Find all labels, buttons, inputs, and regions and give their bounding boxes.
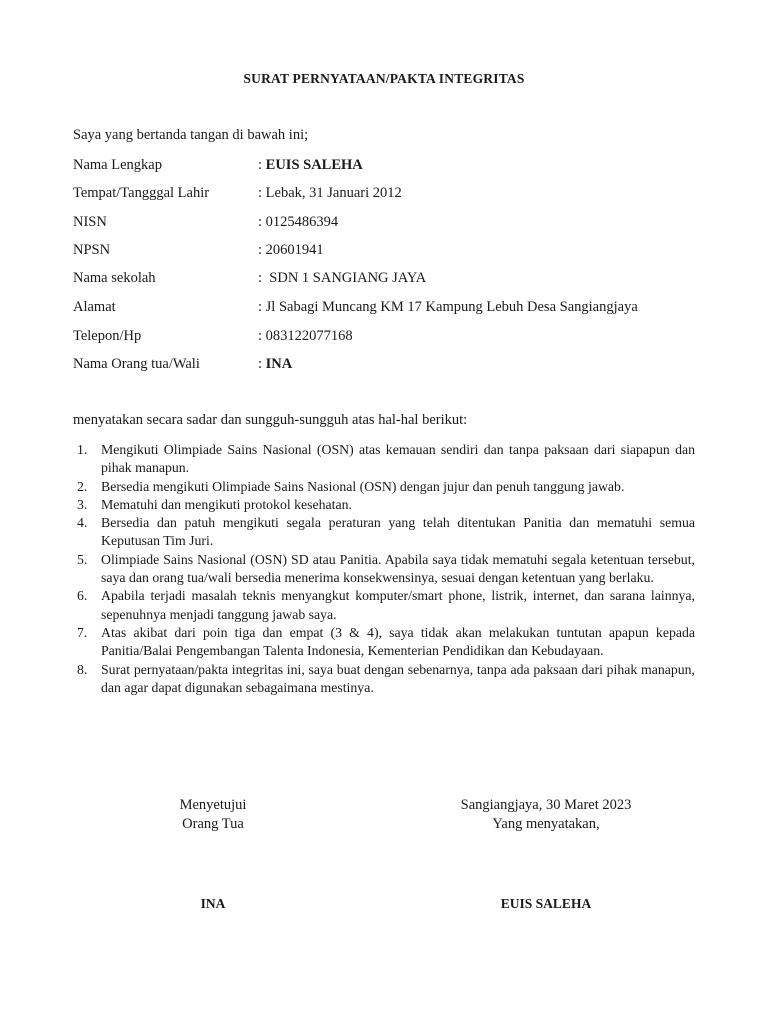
field-label: Alamat	[73, 299, 116, 315]
signature-left-line2: Orang Tua	[182, 816, 244, 832]
field-label: Nama Lengkap	[73, 157, 162, 173]
list-text: Bersedia mengikuti Olimpiade Sains Nasional (OSN) dengan jujur dan penuh tanggung jawab.	[101, 478, 625, 494]
list-text: Apabila terjadi masalah teknis menyangkut komputer/smart phone, listrik, internet, dan sarana lainnya, sepenuhnya menjadi tanggung jawab saya.	[101, 588, 695, 622]
list-number: 5.	[77, 551, 88, 567]
field-value: Lebak, 31 Januari 2012	[265, 185, 402, 201]
field-value: 0125486394	[265, 214, 339, 230]
list-item	[73, 624, 695, 661]
field-label: Nama sekolah	[73, 270, 156, 286]
field-value: SDN 1 SANGIANG JAYA	[265, 270, 427, 286]
field-separator: :	[258, 356, 266, 372]
field-value: Jl Sabagi Muncang KM 17 Kampung Lebuh Desa Sangiangjaya	[265, 299, 638, 315]
field-value: 20601941	[265, 242, 324, 258]
signature-right-date: Sangiangjaya, 30 Maret 2023	[460, 797, 632, 813]
field-separator: :	[258, 270, 266, 286]
intro-text: Saya yang bertanda tangan di bawah ini;	[73, 127, 309, 143]
field-separator: :	[258, 328, 266, 344]
field-separator: :	[258, 185, 266, 201]
signature-left-header	[133, 796, 293, 834]
field-value: EUIS SALEHA	[265, 157, 363, 173]
signature-left-name: INA	[200, 896, 226, 911]
field-label: NISN	[73, 214, 107, 230]
field-separator: :	[258, 214, 266, 230]
list-text: Bersedia dan patuh mengikuti segala peraturan yang telah ditentukan Panitia dan mematuhi semua Keputusan Tim Juri.	[101, 515, 695, 549]
list-item	[73, 551, 695, 588]
list-number: 8.	[77, 661, 88, 677]
list-text: Mengikuti Olimpiade Sains Nasional (OSN) atas kemauan sendiri dan tanpa paksaan dari siapapun dan pihak manapun.	[101, 442, 695, 476]
field-separator: :	[258, 299, 266, 315]
field-separator: :	[258, 157, 266, 173]
list-item	[73, 661, 695, 698]
statement-text: menyatakan secara sadar dan sungguh-sungguh atas hal-hal berikut:	[73, 412, 468, 428]
field-label: Telepon/Hp	[73, 328, 142, 344]
list-item	[73, 514, 695, 551]
list-text: Atas akibat dari poin tiga dan empat (3 & 4), saya tidak akan melakukan tuntutan apapun kepada Panitia/Balai Pengembangan Talenta Indonesia, Kementerian Pendidikan dan Kebudayaan.	[101, 624, 695, 659]
signature-right-name: EUIS SALEHA	[500, 896, 592, 911]
list-number: 7.	[77, 624, 88, 640]
signature-left-line1: Menyetujui	[179, 797, 247, 813]
field-separator: :	[258, 242, 266, 258]
list-item	[73, 496, 695, 514]
field-label: Nama Orang tua/Wali	[73, 356, 200, 372]
list-number: 4.	[77, 515, 88, 531]
list-text: Mematuhi dan mengikuti protokol kesehatan.	[101, 496, 352, 512]
list-number: 3.	[77, 496, 88, 512]
signature-right-header	[426, 796, 666, 834]
signature-right-line2: Yang menyatakan,	[492, 816, 600, 832]
list-item	[73, 587, 695, 624]
field-value: INA	[265, 356, 293, 372]
document-title: SURAT PERNYATAAN/PAKTA INTEGRITAS	[243, 71, 525, 86]
list-item	[73, 441, 695, 478]
list-text: Olimpiade Sains Nasional (OSN) SD atau Panitia. Apabila saya tidak mematuhi segala ketentuan tersebut, saya dan orang tua/wali bersedia menerima konsekwensinya, sesuai dengan ketentuan yang berlaku.	[101, 551, 695, 586]
list-number: 6.	[77, 588, 88, 604]
list-item	[73, 478, 695, 496]
field-label: NPSN	[73, 242, 111, 258]
field-label: Tempat/Tangggal Lahir	[73, 185, 210, 201]
statement-list	[73, 441, 695, 697]
list-number: 2.	[77, 478, 88, 494]
list-text: Surat pernyataan/pakta integritas ini, saya buat dengan sebenarnya, tanpa ada paksaan dari pihak manapun, dan agar dapat digunakan sebagaimana mestinya.	[101, 661, 695, 695]
list-number: 1.	[77, 442, 88, 457]
field-value: 083122077168	[265, 328, 353, 344]
